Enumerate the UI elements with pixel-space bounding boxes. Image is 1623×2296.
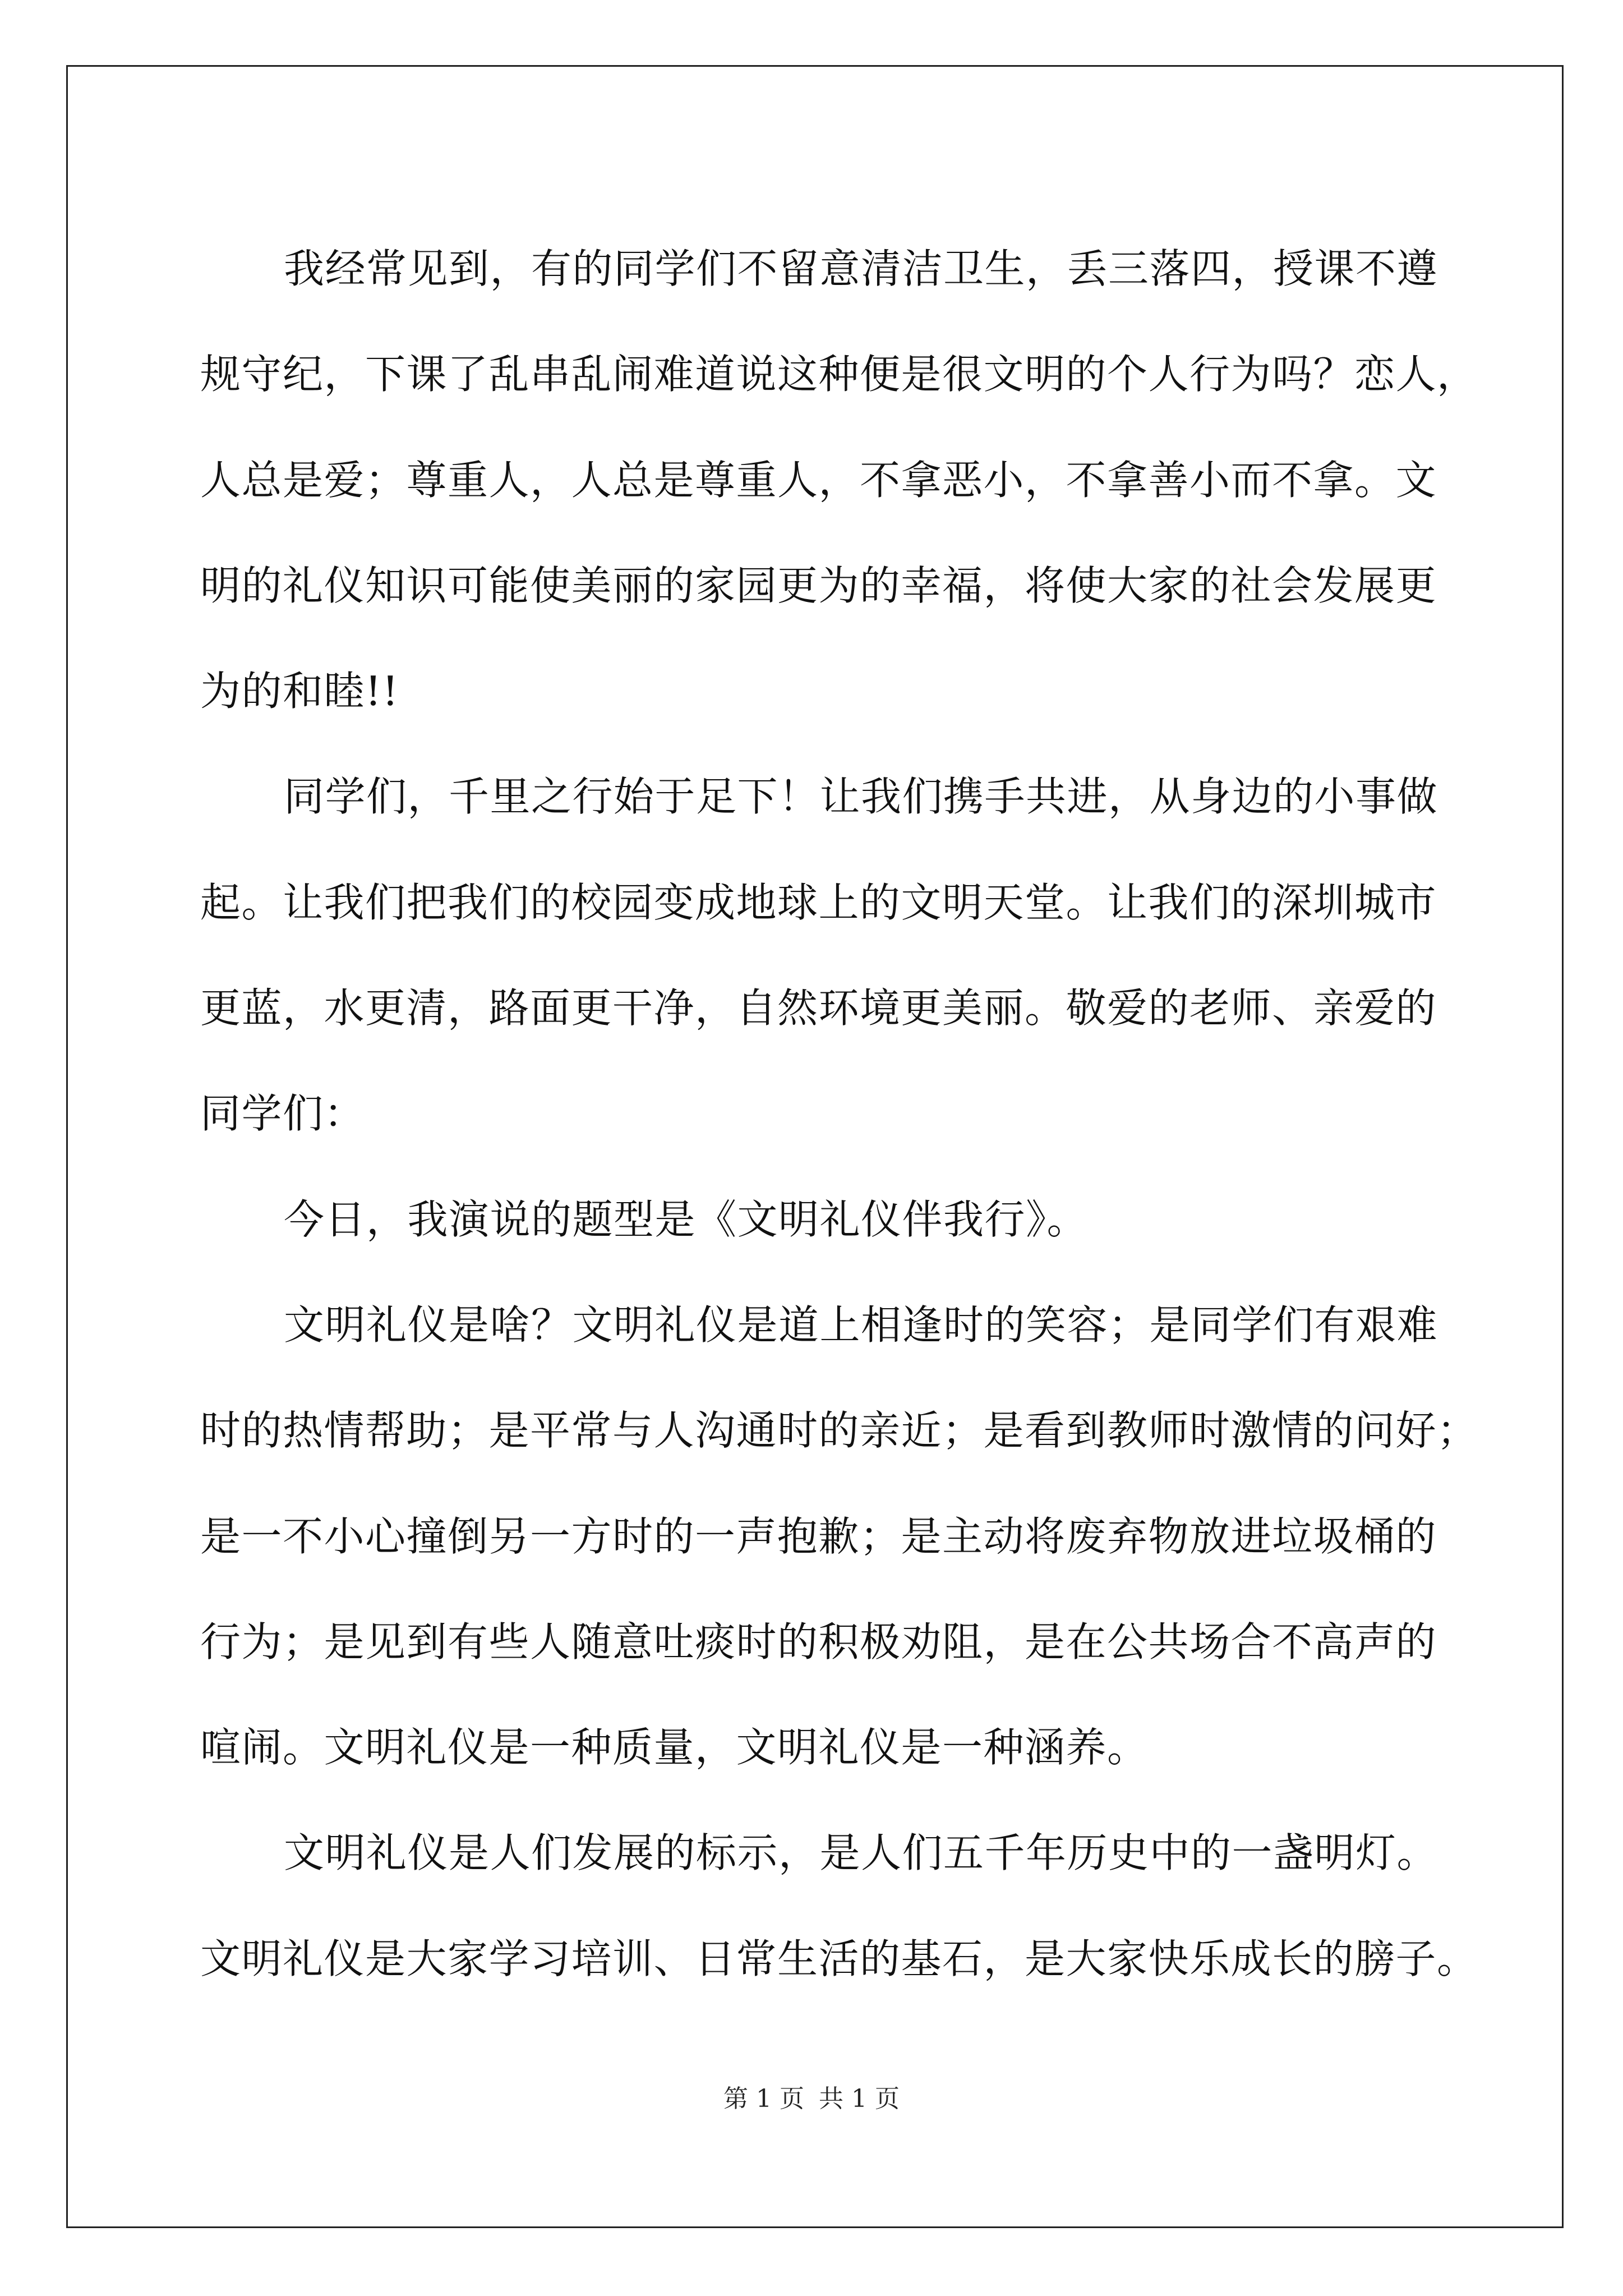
text-line: 是一不小心撞倒另一方时的一声抱歉；是主动将废弃物放进垃圾桶的	[200, 1512, 1437, 1560]
text-line: 同学们，千里之行始于足下！让我们携手共进，从身边的小事做	[284, 773, 1438, 821]
text-line: 时的热情帮助；是平常与人沟通时的亲近；是看到教师时激情的问好；	[200, 1407, 1478, 1455]
paragraph-4	[200, 1272, 1478, 1800]
text-line: 起。让我们把我们的校园变成地球上的文明天堂。让我们的深圳城市	[200, 878, 1437, 926]
paragraph-1	[200, 216, 1478, 744]
text-line: 更蓝，水更清，路面更干净，自然环境更美丽。敬爱的老师、亲爱的	[200, 984, 1437, 1032]
text-line: 喧闹。文明礼仪是一种质量，文明礼仪是一种涵养。	[200, 1724, 1149, 1772]
page-number: 第 1 页	[723, 2085, 804, 2113]
text-line: 我经常见到，有的同学们不留意清洁卫生，丢三落四，授课不遵	[284, 245, 1438, 292]
text-line: 人总是爱；尊重人，人总是尊重人，不拿恶小，不拿善小而不拿。文	[200, 456, 1437, 504]
page-footer	[0, 2082, 1623, 2116]
text-line: 文明礼仪是大家学习培训、日常生活的基石，是大家快乐成长的膀子。	[200, 1935, 1478, 1982]
paragraph-3	[200, 1167, 1440, 1272]
text-line: 同学们：	[200, 1090, 366, 1138]
paragraph-5	[200, 1800, 1478, 2012]
text-line: 今日，我演说的题型是《文明礼仪伴我行》。	[284, 1195, 1089, 1243]
paragraph-2	[200, 744, 1440, 1166]
document-body	[200, 216, 1478, 2012]
text-line: 为的和睦!!	[200, 668, 399, 715]
text-line: 规守纪，下课了乱串乱闹难道说这种便是很文明的个人行为吗？恋人，	[200, 351, 1478, 398]
text-line: 文明礼仪是啥？文明礼仪是道上相逢时的笑容；是同学们有艰难	[284, 1301, 1438, 1349]
text-line: 文明礼仪是人们发展的标示，是人们五千年历史中的一盏明灯。	[284, 1829, 1438, 1877]
text-line: 行为；是见到有些人随意吐痰时的积极劝阻，是在公共场合不高声的	[200, 1618, 1437, 1665]
text-line: 明的礼仪知识可能使美丽的家园更为的幸福，将使大家的社会发展更	[200, 562, 1437, 609]
page-total: 共 1 页	[819, 2085, 900, 2113]
